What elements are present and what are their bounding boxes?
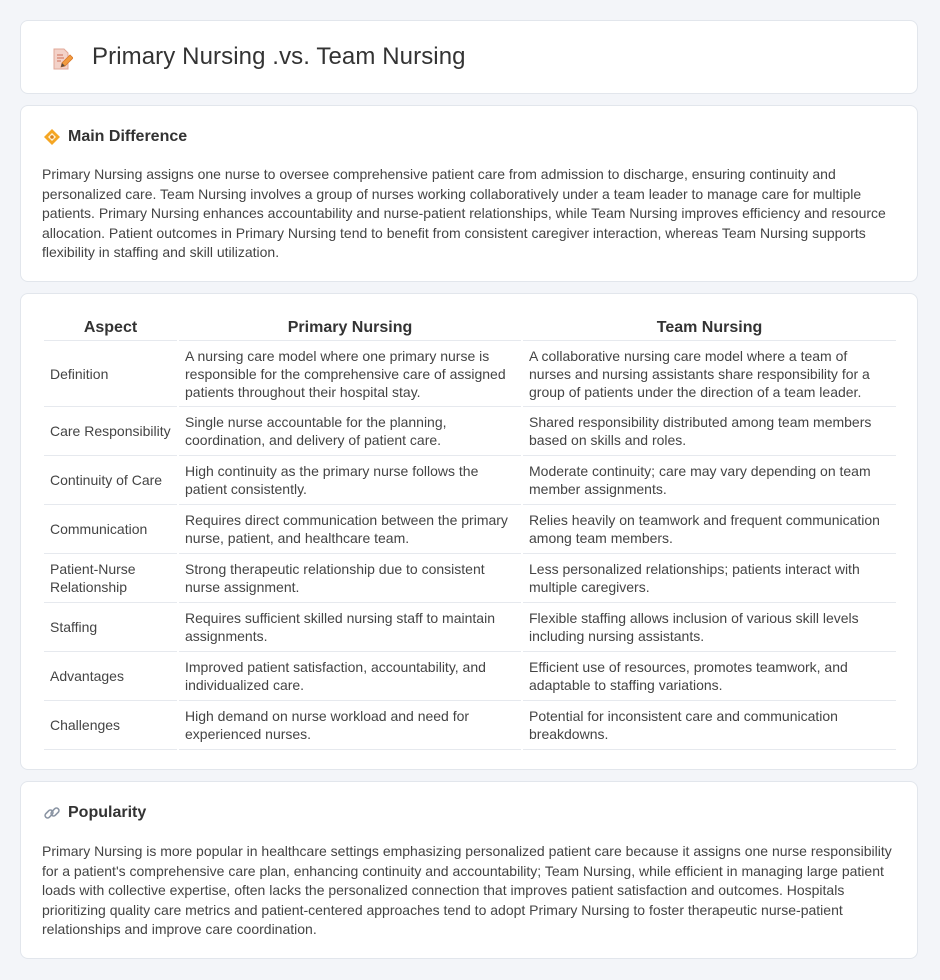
primary-cell: A nursing care model where one primary nurse is responsible for the comprehensive care of assigned patients throughout their hospital stay. [179,341,521,407]
aspect-cell: Definition [44,341,177,407]
header-card [20,20,918,94]
team-cell: Moderate continuity; care may vary depending on team member assignments. [523,456,896,505]
team-cell: Less personalized relationships; patients interact with multiple caregivers. [523,554,896,603]
popularity-title: Popularity [68,804,147,821]
popularity-card [20,781,918,959]
popularity-text: Primary Nursing is more popular in healthcare settings emphasizing personalized patient care because it assigns one nurse responsibility for a patient's comprehensive care plan, enhancing continuity and accountability; Team Nursing, while efficient in managing large patient loads with collective expertise, often lacks the personalized connection that improves patient satisfaction and outcomes. Hospitals prioritizing quality care metrics and patient-centered approaches tend to adopt Primary Nursing to foster therapeutic nurse-patient relationships and improve care coordination. [42,843,892,938]
team-cell: Shared responsibility distributed among team members based on skills and roles. [523,407,896,456]
primary-cell: Requires sufficient skilled nursing staff to maintain assignments. [179,603,521,652]
aspect-cell: Staffing [44,603,177,652]
team-cell: Potential for inconsistent care and communication breakdowns. [523,701,896,750]
popularity-heading [43,804,146,822]
aspect-cell: Care Responsibility [44,407,177,456]
primary-cell: Strong therapeutic relationship due to consistent nurse assignment. [179,554,521,603]
aspect-cell: Advantages [44,652,177,701]
team-cell: Relies heavily on teamwork and frequent communication among team members. [523,505,896,554]
aspect-cell: Patient-Nurse Relationship [44,554,177,603]
team-cell: Flexible staffing allows inclusion of various skill levels including nursing assistants. [523,603,896,652]
header-aspect: Aspect [44,314,177,341]
header-primary-nursing: Primary Nursing [179,314,521,341]
header-team-nursing: Team Nursing [523,314,896,341]
link-icon [43,804,61,822]
main-difference-text: Primary Nursing assigns one nurse to oversee comprehensive patient care from admission to discharge, ensuring continuity and personalized care. Team Nursing involves a group of nurses working collaboratively under a team leader to manage care for multiple patients. Primary Nursing enhances accountability and nurse-patient relationships, while Team Nursing improves efficiency and resource allocation. Patient outcomes in Primary Nursing tend to benefit from consistent caregiver interaction, whereas Team Nursing supports flexibility in staffing and skill utilization. [42,166,886,261]
aspect-cell: Challenges [44,701,177,750]
table-row [44,407,896,456]
primary-cell: Single nurse accountable for the planning, coordination, and delivery of patient care. [179,407,521,456]
table-header-row [44,314,896,341]
main-difference-title: Main Difference [68,128,188,145]
primary-cell: Improved patient satisfaction, accountability, and individualized care. [179,652,521,701]
table-row [44,456,896,505]
aspect-cell: Continuity of Care [44,456,177,505]
table-row [44,603,896,652]
table-row [44,505,896,554]
main-difference-heading [43,128,187,146]
diamond-icon [43,128,61,146]
primary-cell: Requires direct communication between the primary nurse, patient, and healthcare team. [179,505,521,554]
main-difference-card [20,105,918,282]
primary-cell: High demand on nurse workload and need for experienced nurses. [179,701,521,750]
table-row [44,554,896,603]
page-title: Primary Nursing .vs. Team Nursing [92,43,466,70]
primary-cell: High continuity as the primary nurse follows the patient consistently. [179,456,521,505]
table-row [44,701,896,750]
comparison-table-card [20,293,918,770]
comparison-table [42,314,898,750]
team-cell: Efficient use of resources, promotes teamwork, and adaptable to staffing variations. [523,652,896,701]
table-row [44,341,896,407]
aspect-cell: Communication [44,505,177,554]
document-edit-icon [49,47,73,71]
table-row [44,652,896,701]
team-cell: A collaborative nursing care model where a team of nurses and nursing assistants share responsibility for a group of patients under the direction of a team leader. [523,341,896,407]
